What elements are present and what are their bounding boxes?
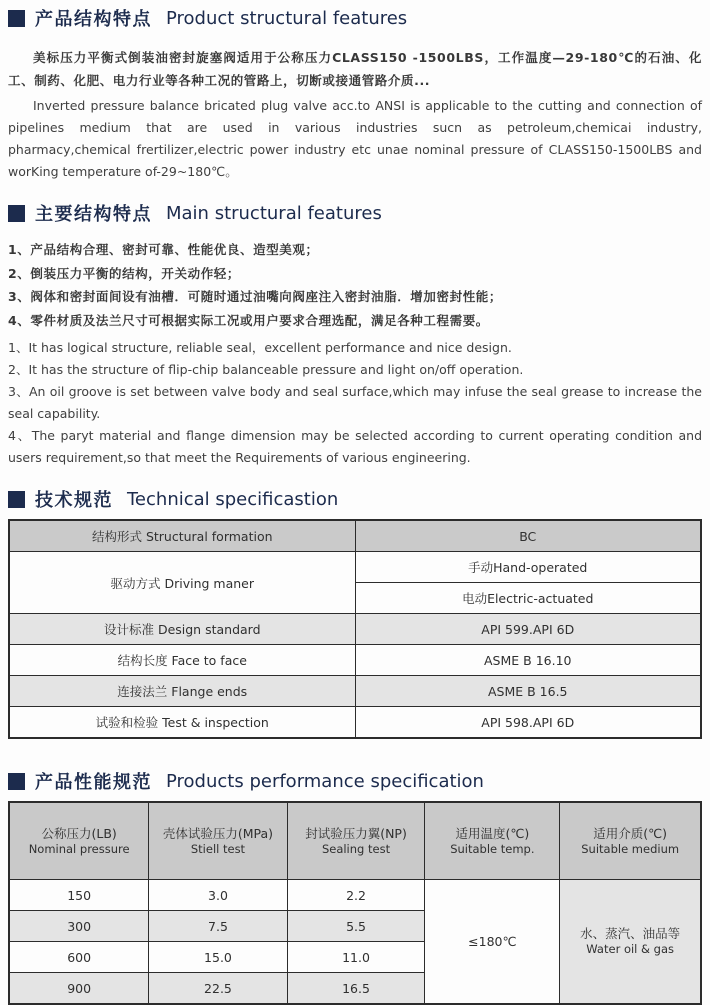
spec-value: API 599.API 6D	[355, 614, 701, 645]
feature-list-en	[8, 337, 702, 469]
perf-header-row	[9, 802, 701, 880]
header-cn: 适用介质(℃)	[593, 825, 668, 841]
sealing-test-cell: 11.0	[287, 942, 425, 973]
square-bullet-icon	[8, 491, 25, 508]
sealing-test-cell: 2.2	[287, 880, 425, 911]
list-item-cn: 1、产品结构合理、密封可靠、性能优良、造型美观；	[8, 242, 319, 257]
header-cn: 封试验压力翼(NP)	[305, 825, 407, 841]
shell-test-cell: 22.5	[149, 973, 287, 1005]
col-header-suitable-temp	[425, 802, 560, 880]
spec-value: API 598.API 6D	[355, 707, 701, 739]
header-en: Suitable medium	[581, 841, 680, 856]
product-features-title	[8, 6, 702, 30]
pressure-cell: 150	[9, 880, 149, 911]
list-item-en: 4、The paryt material and flange dimension may be selected according to current operating condition and users requirement,so that meet the Requirements of various engineering.	[8, 428, 702, 465]
perf-row-150	[9, 880, 701, 911]
spec-row-flange-ends	[9, 676, 701, 707]
title-cn: 产品性能规范	[35, 772, 152, 793]
spec-row-design-standard	[9, 614, 701, 645]
feature-list-cn	[8, 238, 702, 332]
header-en: Sealing test	[321, 841, 391, 856]
pressure-cell: 600	[9, 942, 149, 973]
shell-test-cell: 15.0	[149, 942, 287, 973]
header-cn: 适用温度(℃)	[455, 825, 530, 841]
square-bullet-icon	[8, 10, 25, 27]
sealing-test-cell: 5.5	[287, 911, 425, 942]
title-en: Main structural features	[166, 202, 382, 224]
main-features-title	[8, 201, 702, 225]
square-bullet-icon	[8, 773, 25, 790]
title-en: Products performance specification	[166, 770, 484, 792]
spec-value: 电动Electric-actuated	[355, 583, 701, 614]
spec-value: BC	[355, 520, 701, 552]
section-performance-spec	[8, 769, 702, 1005]
list-item-en: 2、It has the structure of flip-chip balanceable pressure and light on/off operation.	[8, 362, 524, 377]
spec-row-test-inspection	[9, 707, 701, 739]
spec-value: ASME B 16.10	[355, 645, 701, 676]
intro-paragraph-cn: 美标压力平衡式倒装油密封旋塞阀适用于公称压力CLASS150 -1500LBS，工作温度—29-180℃的石油、化工、制药、化肥、电力行业等各种工况的管路上，切断或接通管路介质...	[8, 50, 702, 88]
col-header-nominal-pressure	[9, 802, 149, 880]
title-en: Product structural features	[166, 7, 408, 29]
square-bullet-icon	[8, 205, 25, 222]
technical-spec-table	[8, 519, 702, 739]
spec-label: 连接法兰 Flange ends	[9, 676, 355, 707]
pressure-cell: 900	[9, 973, 149, 1005]
spec-row-structural	[9, 520, 701, 552]
spec-label: 驱动方式 Driving maner	[9, 552, 355, 614]
spec-row-driving	[9, 552, 701, 583]
col-header-shell-test	[149, 802, 287, 880]
temp-cell: ≤180℃	[425, 880, 560, 1005]
title-cn: 产品结构特点	[35, 9, 152, 30]
intro-paragraph-en: Inverted pressure balance bricated plug valve acc.to ANSI is applicable to the cutting and connection of pipelines medium that are used in various industries sucn as petroleum,chemicai industry, pharmacy,chemical frertilizer,electric power industry etc unae nominal pressure of CLASS150-1500LBS and worKing temperature of-29~180℃。	[8, 98, 702, 179]
title-cn: 技术规范	[35, 490, 113, 511]
section-product-features	[8, 6, 702, 183]
pressure-cell: 300	[9, 911, 149, 942]
col-header-suitable-medium	[560, 802, 701, 880]
spec-row-face-to-face	[9, 645, 701, 676]
header-en: Suitable temp.	[450, 841, 535, 856]
shell-test-cell: 3.0	[149, 880, 287, 911]
spec-label: 设计标准 Design standard	[9, 614, 355, 645]
spec-label: 结构形式 Structural formation	[9, 520, 355, 552]
list-item-cn: 4、零件材质及法兰尺寸可根据实际工况或用户要求合理选配，满足各种工程需要。	[8, 312, 489, 328]
medium-en: Water oil & gas	[586, 942, 674, 956]
shell-test-cell: 7.5	[149, 911, 287, 942]
col-header-sealing-test	[287, 802, 425, 880]
header-cn: 壳体试验压力(MPa)	[162, 825, 274, 841]
spec-label: 结构长度 Face to face	[9, 645, 355, 676]
list-item-cn: 3、阀体和密封面间设有油槽．可随时通过油嘴向阀座注入密封油脂．增加密封性能；	[8, 289, 502, 304]
section-main-features	[8, 201, 702, 469]
section-technical-spec	[8, 487, 702, 739]
list-item-cn: 2、倒装压力平衡的结构，开关动作轻；	[8, 265, 240, 281]
list-item-en: 3、An oil groove is set between valve body and seal surface,which may infuse the seal grease to increase the seal capability.	[8, 384, 702, 421]
spec-value: 手动Hand-operated	[355, 552, 701, 583]
title-cn: 主要结构特点	[35, 204, 152, 225]
spec-label: 试验和检验 Test & inspection	[9, 707, 355, 739]
header-cn: 公称压力(LB)	[41, 825, 117, 841]
performance-spec-table	[8, 801, 702, 1005]
header-en: Stiell test	[190, 841, 246, 856]
title-en: Technical specificastion	[127, 488, 339, 510]
performance-spec-title	[8, 769, 702, 793]
spec-value: ASME B 16.5	[355, 676, 701, 707]
sealing-test-cell: 16.5	[287, 973, 425, 1005]
technical-spec-title	[8, 487, 702, 511]
medium-cn: 水、蒸汽、油品等	[580, 926, 681, 941]
list-item-en: 1、It has logical structure, reliable seal，excellent performance and nice design.	[8, 340, 512, 355]
header-en: Nominal pressure	[28, 841, 130, 856]
medium-cell	[560, 880, 701, 1005]
